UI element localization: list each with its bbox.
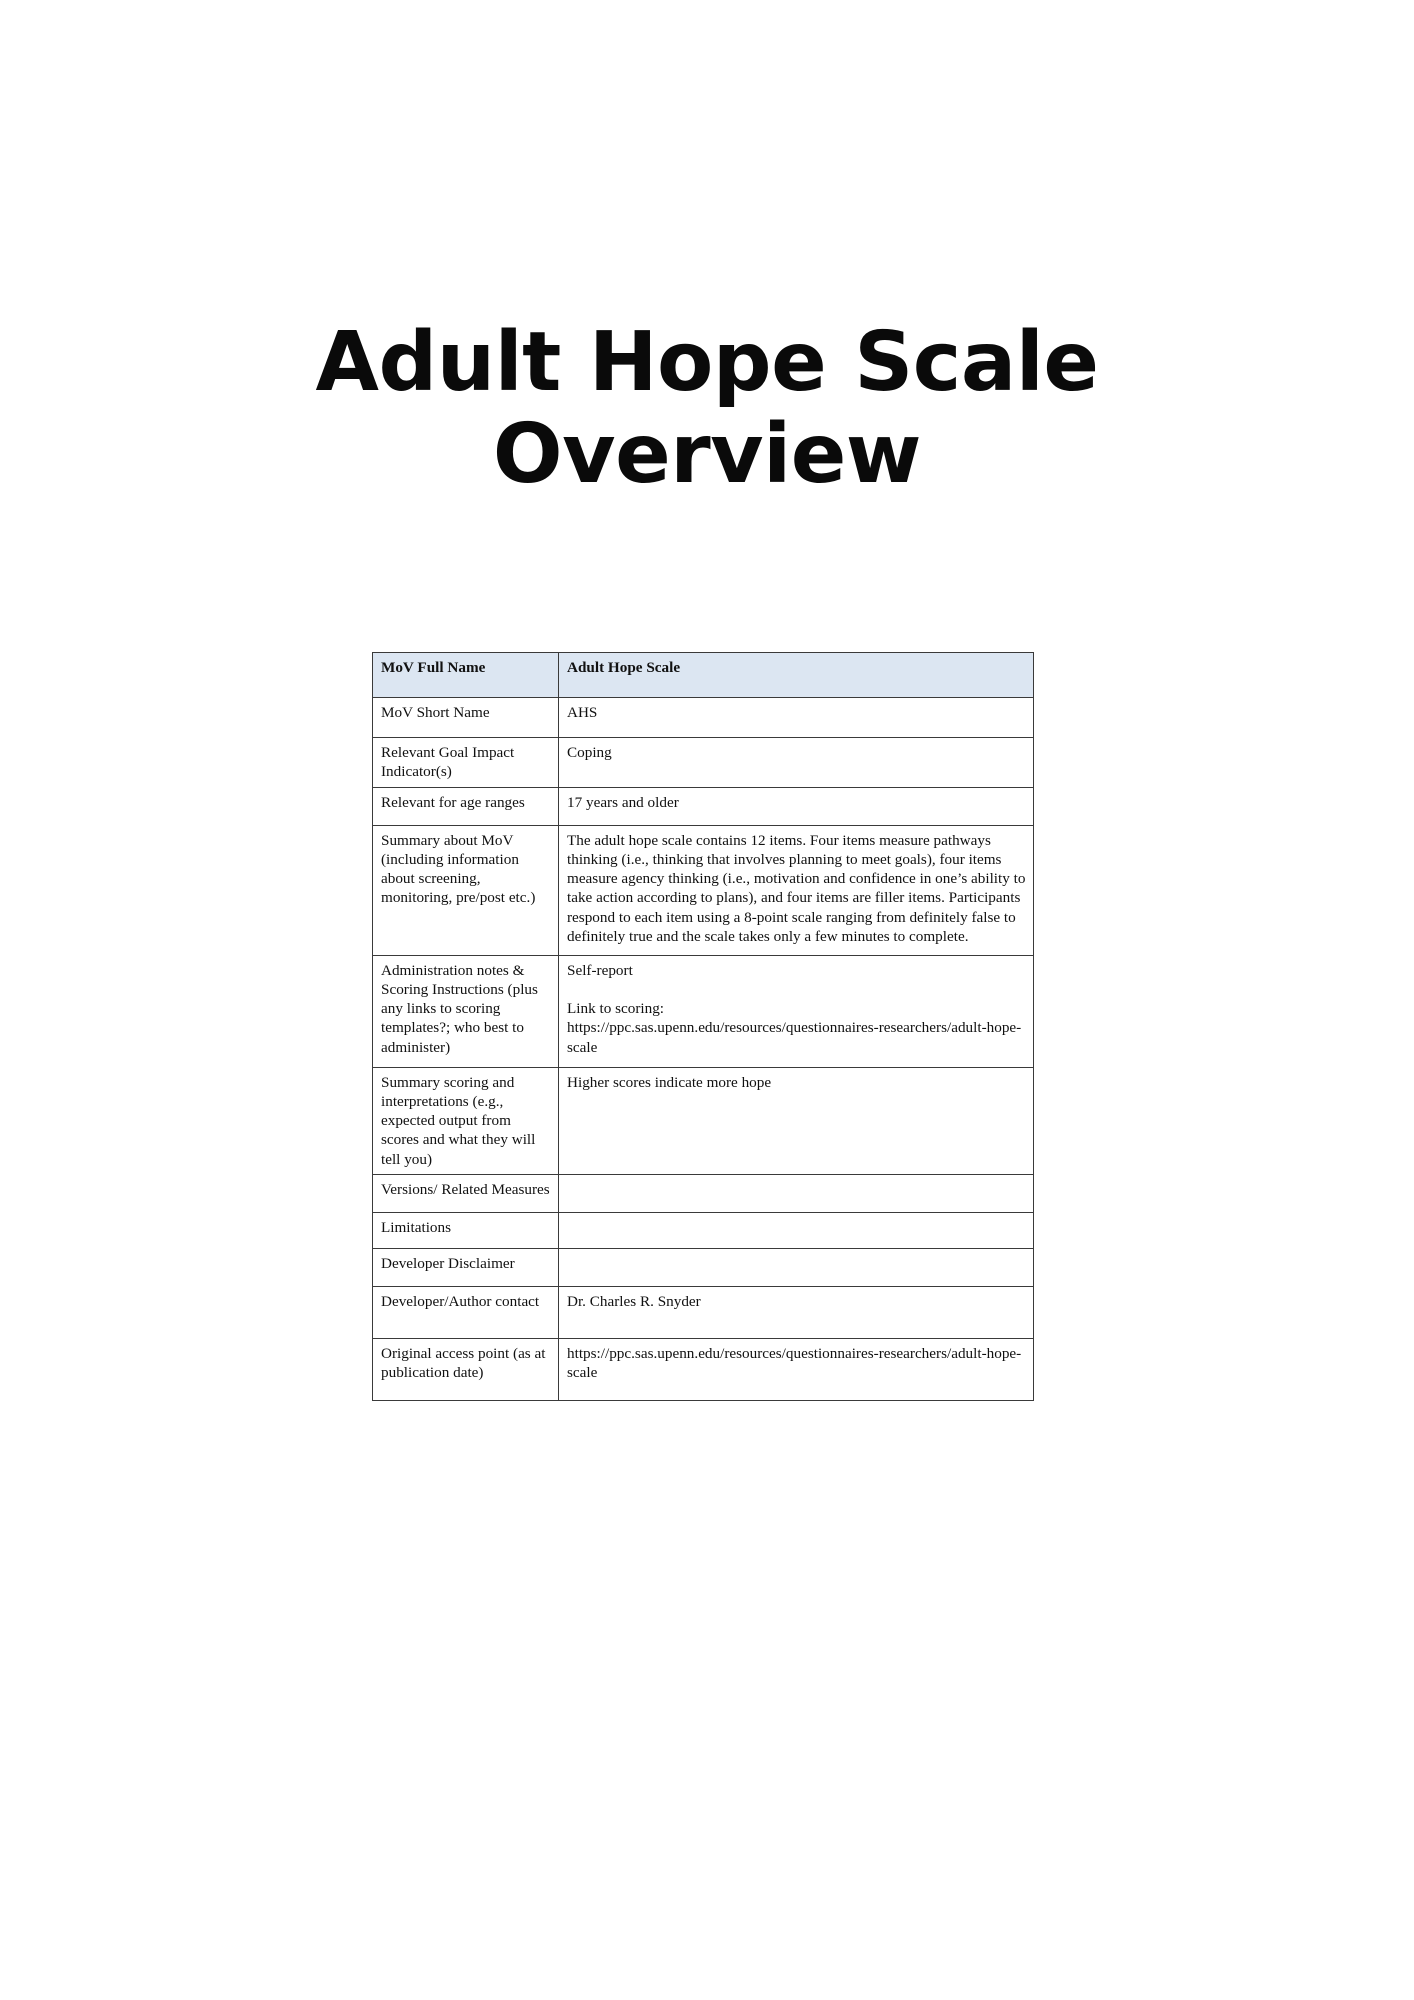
row-label-developer-disclaimer: Developer Disclaimer (373, 1249, 559, 1287)
table-row (373, 738, 1034, 788)
header-value-cell: Adult Hope Scale (559, 653, 1034, 698)
row-value-developer-disclaimer (559, 1249, 1034, 1287)
row-value-age-ranges: 17 years and older (559, 787, 1034, 825)
table-row (373, 1213, 1034, 1249)
page-title-line-2: Overview (492, 406, 922, 502)
row-value-original-access-point[interactable]: https://ppc.sas.upenn.edu/resources/questionnaires-researchers/adult-hope-scale (559, 1339, 1034, 1401)
admin-self-report-text: Self-report (567, 961, 633, 979)
table-header-row (373, 653, 1034, 698)
table-row (373, 1287, 1034, 1339)
row-label-administration-notes: Administration notes & Scoring Instructions (plus any links to scoring templates?; who best to administer) (373, 955, 559, 1067)
row-label-original-access-point: Original access point (as at publication date) (373, 1339, 559, 1401)
row-value-summary-about-mov: The adult hope scale contains 12 items. Four items measure pathways thinking (i.e., thinking that involves planning to meet goals), four items measure agency thinking (i.e., motivation and confidence in one’s ability to take action according to plans), and four items are filler items. Participants respond to each item using a 8-point scale ranging from definitely false to definitely true and the scale takes only a few minutes to complete. (559, 825, 1034, 955)
table-row (373, 1249, 1034, 1287)
mov-overview-table (372, 652, 1034, 1401)
row-value-developer-author-contact: Dr. Charles R. Snyder (559, 1287, 1034, 1339)
table-row (373, 1339, 1034, 1401)
mov-overview-table-container (372, 652, 1033, 1401)
table-row (373, 787, 1034, 825)
row-label-developer-author-contact: Developer/Author contact (373, 1287, 559, 1339)
row-value-versions-related-measures (559, 1175, 1034, 1213)
admin-scoring-link[interactable]: https://ppc.sas.upenn.edu/resources/questionnaires-researchers/adult-hope-scale (567, 1019, 1022, 1056)
page-title-line-1: Adult Hope Scale (315, 314, 1099, 410)
table-row (373, 1067, 1034, 1174)
table-row (373, 1175, 1034, 1213)
table-row (373, 955, 1034, 1067)
row-label-age-ranges: Relevant for age ranges (373, 787, 559, 825)
row-label-summary-about-mov: Summary about MoV (including information about screening, monitoring, pre/post etc.) (373, 825, 559, 955)
row-label-versions-related-measures: Versions/ Related Measures (373, 1175, 559, 1213)
row-value-mov-short-name: AHS (559, 698, 1034, 738)
row-label-summary-scoring: Summary scoring and interpretations (e.g., expected output from scores and what they will tell you) (373, 1067, 559, 1174)
row-label-goal-impact-indicator: Relevant Goal Impact Indicator(s) (373, 738, 559, 788)
row-value-administration-notes (559, 955, 1034, 1067)
row-value-goal-impact-indicator: Coping (559, 738, 1034, 788)
table-row (373, 698, 1034, 738)
header-label-cell: MoV Full Name (373, 653, 559, 698)
row-label-limitations: Limitations (373, 1213, 559, 1249)
page-title (0, 314, 1414, 502)
row-value-summary-scoring: Higher scores indicate more hope (559, 1067, 1034, 1174)
table-row (373, 825, 1034, 955)
row-label-mov-short-name: MoV Short Name (373, 698, 559, 738)
admin-spacer (567, 980, 1026, 999)
admin-link-to-scoring-label: Link to scoring: (567, 1000, 665, 1018)
row-value-limitations (559, 1213, 1034, 1249)
